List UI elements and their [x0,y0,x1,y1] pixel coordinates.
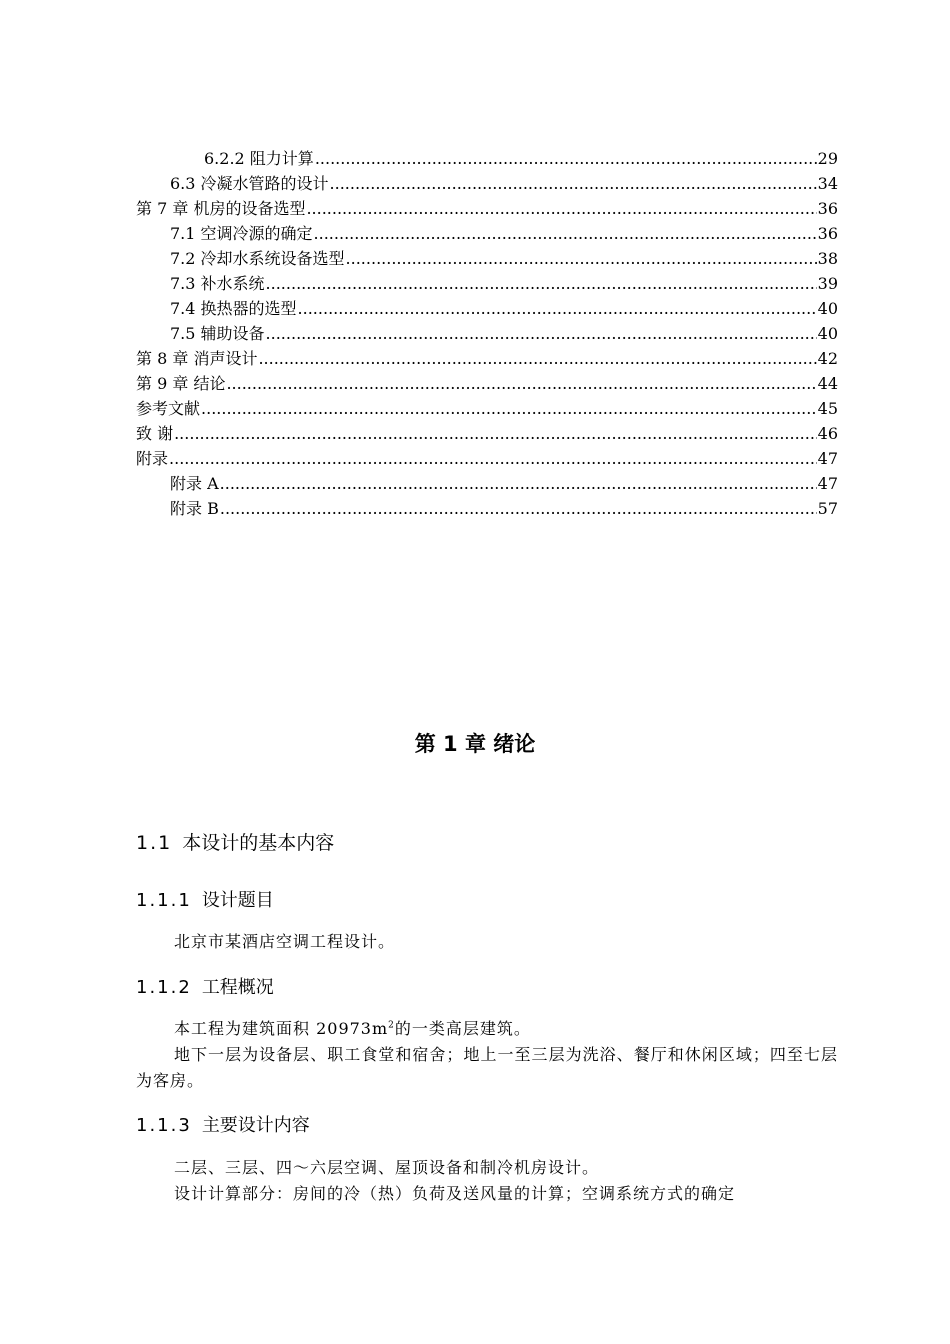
toc-entry-page: 46 [817,424,838,443]
section-number: 1.1.1 [136,890,192,911]
paragraph-building-area [136,1016,838,1042]
section-heading-1-1 [136,828,334,855]
toc-dot-leader [306,196,816,221]
section-title: 工程概况 [201,977,274,998]
toc-entry-page: 29 [817,149,838,168]
section-number: 1.1.2 [136,977,192,998]
toc-dot-leader [330,171,817,196]
toc-entry-page: 57 [817,499,838,518]
paragraph-design-topic: 北京市某酒店空调工程设计。 [174,932,396,951]
text-run: 本工程为建筑面积 20973m [174,1019,389,1038]
toc-entry[interactable] [136,196,838,221]
section-title: 本设计的基本内容 [182,832,335,854]
toc-dot-leader [346,246,817,271]
section-heading-1-1-1 [136,886,274,912]
paragraph-calculation-part: 设计计算部分：房间的冷（热）负荷及送风量的计算；空调系统方式的确定 [174,1184,736,1203]
toc-entry-page: 36 [817,224,838,243]
toc-entry[interactable] [136,221,838,246]
toc-entry[interactable] [136,271,838,296]
toc-entry[interactable] [136,346,838,371]
toc-entry[interactable] [136,421,838,446]
toc-entry-title: 第 8 章 消声设计 [136,349,258,368]
toc-entry[interactable] [136,171,838,196]
toc-dot-leader [298,296,817,321]
toc-dot-leader [266,271,817,296]
section-title: 设计题目 [201,890,274,911]
toc-entry-title: 附录 B [170,499,219,518]
toc-entry-title: 致 谢 [136,424,174,443]
chapter-title: 第 1 章 绪论 [414,732,536,756]
table-of-contents [136,146,838,521]
toc-dot-leader [220,496,817,521]
toc-dot-leader [226,371,816,396]
toc-entry[interactable] [136,146,838,171]
toc-entry-page: 44 [817,374,838,393]
toc-entry-page: 47 [817,474,838,493]
toc-entry-title: 7.5 辅助设备 [170,324,265,343]
toc-entry-title: 7.3 补水系统 [170,274,265,293]
toc-entry[interactable] [136,296,838,321]
section-title: 主要设计内容 [201,1115,310,1136]
toc-dot-leader [315,146,817,171]
toc-entry[interactable] [136,246,838,271]
toc-entry-page: 39 [817,274,838,293]
toc-entry-title: 参考文献 [136,399,201,418]
toc-entry[interactable] [136,446,838,471]
toc-entry[interactable] [136,396,838,421]
section-heading-1-1-2 [136,973,274,999]
toc-entry-title: 附录 [136,449,169,468]
toc-dot-leader [169,446,817,471]
toc-entry-page: 34 [817,174,838,193]
text-run: 的一类高层建筑。 [394,1019,531,1038]
toc-dot-leader [220,471,817,496]
toc-entry[interactable] [136,321,838,346]
toc-entry-title: 7.4 换热器的选型 [170,299,297,318]
section-heading-1-1-3 [136,1111,310,1137]
toc-dot-leader [314,221,817,246]
toc-entry-title: 6.3 冷凝水管路的设计 [170,174,329,193]
toc-entry-page: 42 [817,349,838,368]
toc-dot-leader [266,321,817,346]
toc-entry-title: 第 7 章 机房的设备选型 [136,199,306,218]
toc-entry-page: 47 [817,449,838,468]
toc-entry-page: 45 [817,399,838,418]
toc-entry[interactable] [136,496,838,521]
section-number: 1.1.3 [136,1115,192,1136]
toc-entry-title: 附录 A [170,474,219,493]
toc-dot-leader [174,421,817,446]
toc-entry-page: 38 [817,249,838,268]
toc-entry-page: 40 [817,299,838,318]
toc-dot-leader [258,346,816,371]
section-number: 1.1 [136,832,173,854]
paragraph-floor-usage: 地下一层为设备层、职工食堂和宿舍；地上一至三层为洗浴、餐厅和休闲区域；四至七层为客房。 [136,1045,838,1090]
toc-entry-title: 6.2.2 阻力计算 [204,149,314,168]
toc-entry-page: 36 [817,199,838,218]
toc-entry[interactable] [136,371,838,396]
toc-dot-leader [201,396,817,421]
toc-entry-page: 40 [817,324,838,343]
superscript: 2 [388,1020,395,1031]
paragraph-design-scope: 二层、三层、四～六层空调、屋顶设备和制冷机房设计。 [174,1158,600,1177]
toc-entry[interactable] [136,471,838,496]
toc-entry-title: 7.1 空调冷源的确定 [170,224,313,243]
toc-entry-title: 第 9 章 结论 [136,374,226,393]
toc-entry-title: 7.2 冷却水系统设备选型 [170,249,345,268]
